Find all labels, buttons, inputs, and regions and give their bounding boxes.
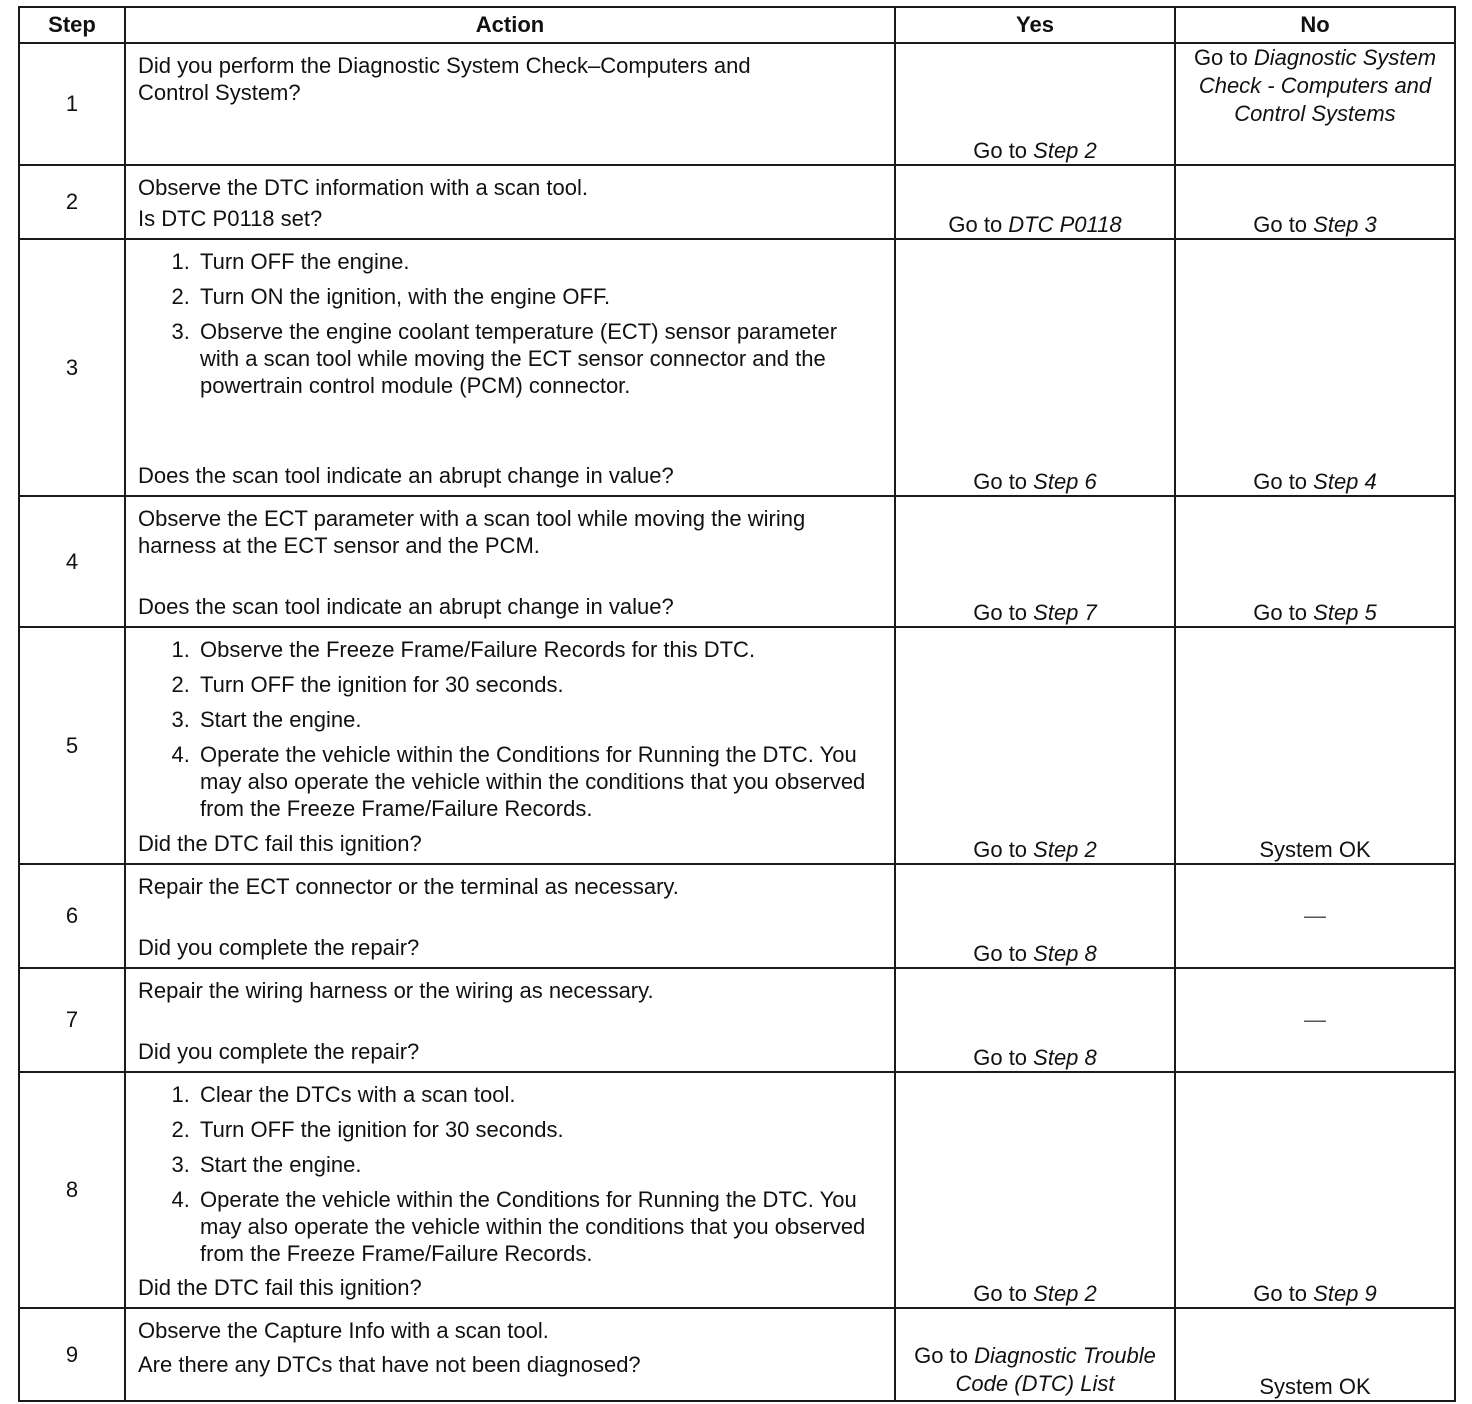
yes-prefix: Go to <box>973 138 1034 163</box>
list-item: 4. Operate the vehicle within the Conditions for Running the DTC. You may also operate the vehicle within the conditions that you observed from the Freeze Frame/Failure Records. <box>196 741 882 822</box>
yes-cell <box>895 627 1175 864</box>
yes-link[interactable]: Step 8 <box>1033 1045 1097 1070</box>
action-text: Did you perform the Diagnostic System Check–Computers and Control System? <box>138 53 751 105</box>
header-row <box>19 7 1455 43</box>
yes-link[interactable]: DTC P0118 <box>1008 212 1122 237</box>
action-steps <box>138 248 882 407</box>
table-row <box>19 165 1455 239</box>
step-number: 7 <box>19 968 125 1072</box>
action-text: Repair the wiring harness or the wiring as necessary. <box>138 978 654 1003</box>
yes-prefix: Go to <box>948 212 1009 237</box>
action-cell <box>125 1072 895 1308</box>
yes-prefix: Go to <box>914 1343 975 1368</box>
no-link[interactable]: Diagnostic System Check - Computers and Control Systems <box>1198 45 1437 126</box>
no-cell <box>1175 627 1455 864</box>
yes-link[interactable]: Step 6 <box>1033 469 1097 494</box>
yes-prefix: Go to <box>973 1045 1034 1070</box>
action-text: Observe the DTC information with a scan tool. <box>138 175 588 200</box>
no-cell <box>1175 968 1455 1072</box>
action-cell <box>125 627 895 864</box>
header-yes: Yes <box>895 7 1175 43</box>
list-item: 3. Observe the engine coolant temperature (ECT) sensor parameter with a scan tool while moving the ECT sensor connector and the powertrain control module (PCM) connector. <box>196 318 882 399</box>
no-cell <box>1175 1072 1455 1308</box>
action-cell <box>125 165 895 239</box>
yes-link[interactable]: Step 2 <box>1033 1281 1097 1306</box>
no-cell <box>1175 496 1455 627</box>
step-number: 4 <box>19 496 125 627</box>
action-cell <box>125 239 895 496</box>
action-text: Observe the Capture Info with a scan tool. <box>138 1318 549 1343</box>
list-item: 3. Start the engine. <box>196 1151 882 1178</box>
no-prefix: Go to <box>1253 212 1314 237</box>
list-item: 4. Operate the vehicle within the Conditions for Running the DTC. You may also operate the vehicle within the conditions that you observed from the Freeze Frame/Failure Records. <box>196 1186 882 1267</box>
table-row <box>19 968 1455 1072</box>
yes-link[interactable]: Diagnostic Trouble Code (DTC) List <box>955 1343 1156 1396</box>
list-item: 3. Start the engine. <box>196 706 882 733</box>
no-prefix: Go to <box>1193 45 1254 70</box>
table-row <box>19 1308 1455 1401</box>
list-item: 1. Observe the Freeze Frame/Failure Records for this DTC. <box>196 636 882 663</box>
list-item: 1. Clear the DTCs with a scan tool. <box>196 1081 882 1108</box>
list-item: 1. Turn OFF the engine. <box>196 248 882 275</box>
yes-prefix: Go to <box>973 837 1034 862</box>
yes-cell <box>895 1072 1175 1308</box>
table-row <box>19 864 1455 968</box>
yes-prefix: Go to <box>973 941 1034 966</box>
yes-link[interactable]: Step 2 <box>1033 837 1097 862</box>
step-number: 1 <box>19 43 125 165</box>
step-number: 8 <box>19 1072 125 1308</box>
no-link[interactable]: Step 4 <box>1313 469 1377 494</box>
yes-cell <box>895 496 1175 627</box>
table-row <box>19 43 1455 165</box>
action-question: Did the DTC fail this ignition? <box>138 1275 422 1300</box>
no-prefix: Go to <box>1253 469 1314 494</box>
yes-prefix: Go to <box>973 600 1034 625</box>
no-cell <box>1175 239 1455 496</box>
no-cell <box>1175 165 1455 239</box>
yes-cell <box>895 968 1175 1072</box>
action-cell <box>125 968 895 1072</box>
action-question: Did the DTC fail this ignition? <box>138 831 422 856</box>
action-question: Does the scan tool indicate an abrupt change in value? <box>138 594 674 619</box>
yes-prefix: Go to <box>973 469 1034 494</box>
action-cell <box>125 496 895 627</box>
no-dash: — <box>1304 1007 1326 1032</box>
diagnostic-table <box>18 6 1456 1402</box>
yes-link[interactable]: Step 7 <box>1033 600 1097 625</box>
header-step: Step <box>19 7 125 43</box>
yes-link[interactable]: Step 8 <box>1033 941 1097 966</box>
table-row <box>19 1072 1455 1308</box>
action-steps <box>138 636 882 822</box>
yes-link[interactable]: Step 2 <box>1033 138 1097 163</box>
action-question: Does the scan tool indicate an abrupt change in value? <box>138 463 674 488</box>
step-number: 5 <box>19 627 125 864</box>
yes-cell <box>895 1308 1175 1401</box>
action-cell <box>125 43 895 165</box>
action-cell <box>125 1308 895 1401</box>
yes-cell <box>895 864 1175 968</box>
step-number: 6 <box>19 864 125 968</box>
action-cell <box>125 864 895 968</box>
header-no: No <box>1175 7 1455 43</box>
no-dash: — <box>1304 903 1326 928</box>
list-item: 2. Turn OFF the ignition for 30 seconds. <box>196 671 882 698</box>
step-number: 9 <box>19 1308 125 1401</box>
no-status: System OK <box>1259 837 1371 862</box>
no-cell <box>1175 1308 1455 1401</box>
table-row <box>19 239 1455 496</box>
action-text: Repair the ECT connector or the terminal as necessary. <box>138 874 679 899</box>
no-cell <box>1175 864 1455 968</box>
no-cell <box>1175 43 1455 165</box>
no-prefix: Go to <box>1253 600 1314 625</box>
no-prefix: Go to <box>1253 1281 1314 1306</box>
action-steps <box>138 1081 882 1267</box>
yes-cell <box>895 43 1175 165</box>
no-link[interactable]: Step 5 <box>1313 600 1377 625</box>
step-number: 3 <box>19 239 125 496</box>
no-status: System OK <box>1259 1374 1371 1399</box>
table-row <box>19 627 1455 864</box>
list-item: 2. Turn ON the ignition, with the engine OFF. <box>196 283 882 310</box>
yes-prefix: Go to <box>973 1281 1034 1306</box>
yes-cell <box>895 165 1175 239</box>
no-link[interactable]: Step 3 <box>1313 212 1377 237</box>
action-question: Are there any DTCs that have not been diagnosed? <box>138 1352 641 1377</box>
step-number: 2 <box>19 165 125 239</box>
table-row <box>19 496 1455 627</box>
header-action: Action <box>125 7 895 43</box>
action-question: Is DTC P0118 set? <box>138 206 323 231</box>
yes-cell <box>895 239 1175 496</box>
action-question: Did you complete the repair? <box>138 935 420 960</box>
action-text: Observe the ECT parameter with a scan tool while moving the wiring harness at the ECT sensor and the PCM. <box>138 506 806 558</box>
action-question: Did you complete the repair? <box>138 1039 420 1064</box>
list-item: 2. Turn OFF the ignition for 30 seconds. <box>196 1116 882 1143</box>
no-link[interactable]: Step 9 <box>1313 1281 1377 1306</box>
